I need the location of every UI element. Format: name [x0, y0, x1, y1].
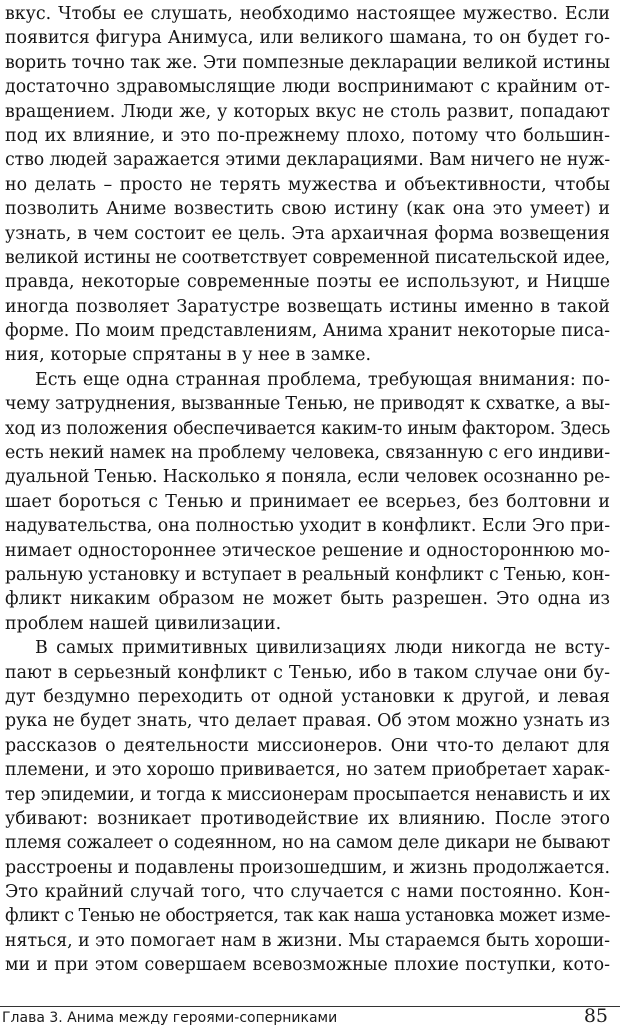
text-line: иногда позволяет Заратустре возвещать истины именно в такой	[5, 296, 610, 317]
text-line: нимает одностороннее этическое решение и одностороннюю мо-	[5, 540, 610, 561]
text-line: тер эпидемии, и тогда к миссионерам просыпается ненависть и их	[5, 784, 610, 805]
text-line: няться, и это помогает нам в жизни. Мы стараемся быть хороши-	[5, 930, 610, 951]
text-line: достаточно здравомыслящие люди воспринимают с крайним от-	[5, 77, 610, 98]
text-line: появится фигура Анимуса, или великого шамана, то он будет го-	[5, 28, 610, 49]
page-number: 85	[583, 1005, 608, 1027]
text-line: дут бездумно переходить от одной установки к другой, и левая	[5, 686, 610, 707]
text-line: фликт с Тенью не обостряется, так как наша установка может изме-	[5, 906, 610, 927]
text-line: вкус. Чтобы ее слушать, необходимо настоящее мужество. Если	[5, 4, 610, 24]
running-footer-title: Глава 3. Анима между героями-соперниками	[2, 1010, 338, 1026]
text-line: ральную установку и вступает в реальный конфликт с Тенью, кон-	[5, 564, 610, 585]
text-line: под их влияние, и это по-прежнему плохо, потому что большин-	[5, 125, 610, 146]
text-line: ход из положения обеспечивается каким-то иным фактором. Здесь	[5, 418, 610, 439]
footer-divider	[0, 1006, 620, 1007]
text-line: рассказов о деятельности миссионеров. Они что-то делают для	[5, 735, 610, 756]
text-line: племени, и это хорошо прививается, но затем приобретает харак-	[5, 760, 610, 781]
text-line: позволить Аниме возвестить свою истину (как она это умеет) и	[5, 199, 610, 220]
text-line: фликт никаким образом не может быть разрешен. Это одна из	[5, 589, 610, 610]
text-line: ми и при этом совершаем всевозможные плохие поступки, кото-	[5, 955, 610, 976]
text-line: расстроены и подавлены произошедшим, и жизнь продолжается.	[5, 857, 610, 878]
body-text	[5, 2, 610, 978]
text-line: ство людей заражается этими декларациями. Вам ничего не нуж-	[5, 150, 610, 171]
text-line: шает бороться с Тенью и принимает ее всерьез, без болтовни и	[5, 491, 610, 512]
text-line: есть некий намек на проблему человека, связанную с его индиви-	[5, 443, 610, 464]
text-line: форме. По моим представлениям, Анима хранит некоторые писа-	[5, 321, 611, 342]
text-line: ния, которые спрятаны в у нее в замке.	[5, 345, 371, 366]
text-line: правда, некоторые современные поэты ее используют, и Ницше	[5, 272, 610, 293]
text-line: чему затруднения, вызванные Тенью, не приводят к схватке, а вы-	[5, 394, 610, 415]
text-line: великой истины не соответствует современной писательской идее,	[5, 247, 610, 268]
text-line: пают в серьезный конфликт с Тенью, ибо в таком случае они бу-	[5, 662, 610, 683]
text-line: узнать, в чем состоит ее цель. Эта архаичная форма возвещения	[5, 223, 610, 244]
text-line: вращением. Люди же, у которых вкус не столь развит, попадают	[5, 101, 610, 122]
text-line: надувательства, она полностью уходит в конфликт. Если Эго при-	[5, 516, 610, 537]
text-line: рука не будет знать, что делает правая. Об этом можно узнать из	[5, 711, 610, 732]
text-line: проблем нашей цивилизации.	[5, 613, 282, 634]
text-line: но делать – просто не терять мужества и объективности, чтобы	[5, 174, 610, 195]
text-line: племя сожалеет о содеянном, но на самом деле дикари не бывают	[5, 833, 610, 854]
text-line: ворить точно так же. Эти помпезные декларации великой истины	[5, 52, 610, 73]
text-line: дуальной Тенью. Насколько я поняла, если человек осознанно ре-	[5, 467, 611, 488]
text-line: Это крайний случай того, что случается с нами постоянно. Кон-	[5, 882, 610, 903]
text-line: Есть еще одна странная проблема, требующая внимания: по-	[35, 369, 610, 390]
text-line: В самых примитивных цивилизациях люди никогда не всту-	[35, 638, 610, 659]
text-line: убивают: возникает противодействие их влиянию. После этого	[5, 808, 610, 829]
